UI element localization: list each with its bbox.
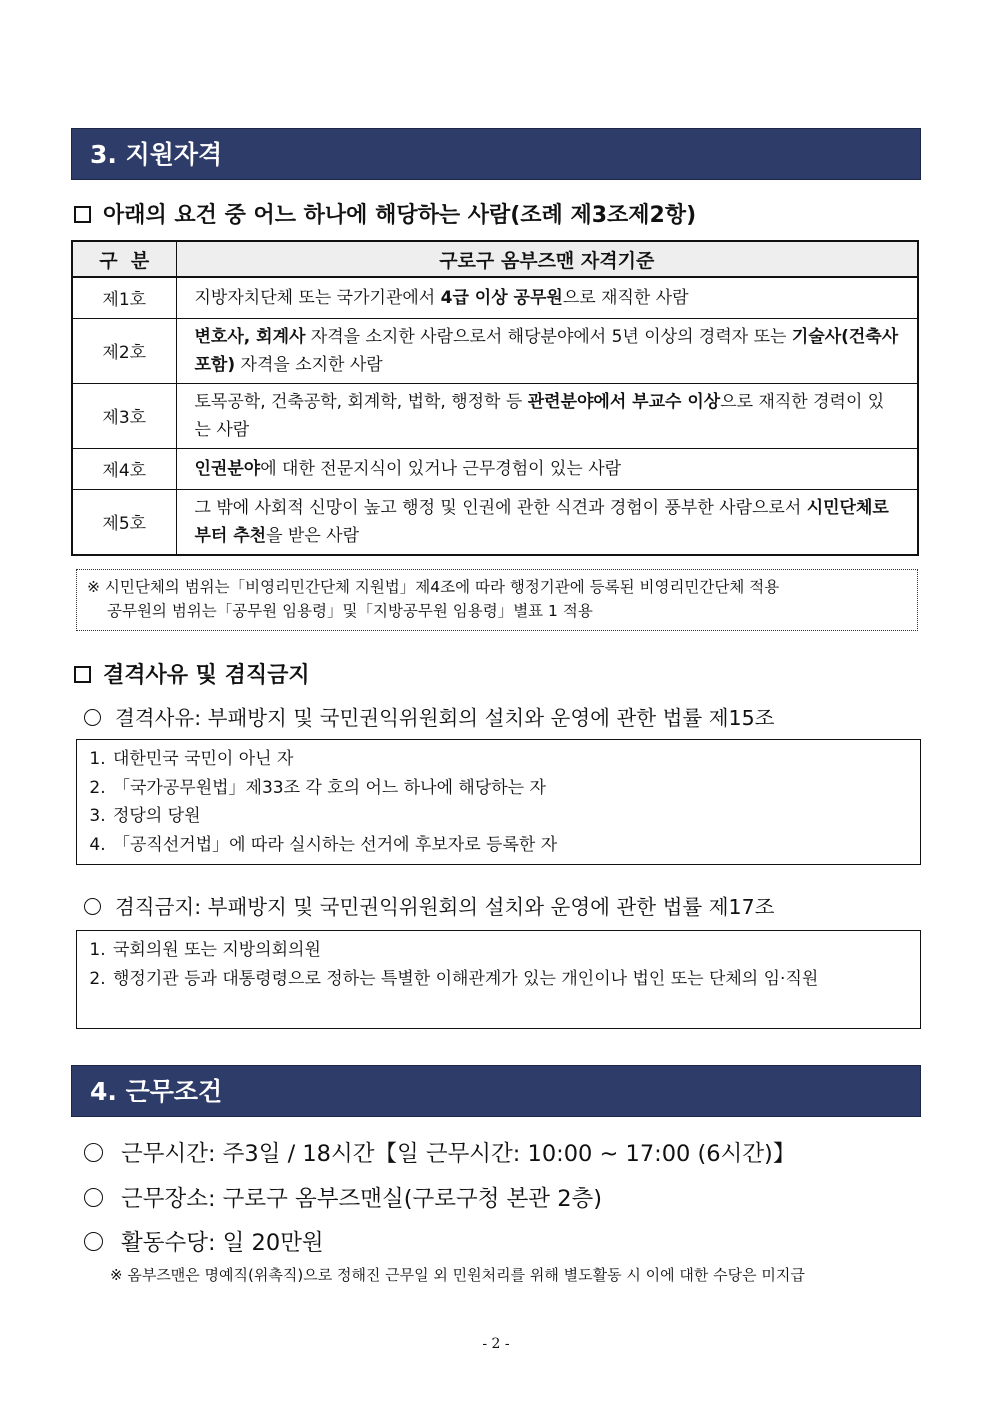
row-criteria bbox=[176, 318, 918, 383]
note-line-2: 공무원의 범위는「공무원 임용령」및「지방공무원 임용령」별표 1 적용 bbox=[107, 602, 593, 620]
criteria-text: 자격을 소지한 사람으로서 해당분야에서 5년 이상의 경력자 또는 bbox=[305, 326, 792, 347]
criteria-text: 토목공학, 건축공학, 회계학, 법학, 행정학 등 bbox=[194, 391, 528, 412]
criteria-text: 그 밖에 사회적 신망이 높고 행정 및 인권에 관한 식견과 경험이 풍부한 사람으로서 bbox=[194, 497, 807, 518]
dual-office-subheading bbox=[84, 890, 774, 920]
qualification-note bbox=[76, 569, 918, 631]
row-number: 제5호 bbox=[72, 489, 176, 555]
criteria-text: 으로 재직한 사람 bbox=[562, 287, 689, 308]
circle-bullet-icon bbox=[84, 1188, 103, 1207]
row-criteria bbox=[176, 448, 918, 489]
table-row bbox=[72, 318, 918, 383]
circle-bullet-icon bbox=[84, 709, 101, 726]
qualification-table bbox=[71, 240, 919, 556]
row-criteria bbox=[176, 277, 918, 318]
disqualification-heading bbox=[74, 658, 310, 689]
disqualification-list-box bbox=[76, 739, 921, 865]
circle-bullet-icon bbox=[84, 1232, 103, 1251]
dual-office-list bbox=[93, 936, 904, 993]
circle-bullet-icon bbox=[84, 898, 101, 915]
allowance-text: 활동수당: 일 20만원 bbox=[121, 1230, 324, 1256]
row-number: 제4호 bbox=[72, 448, 176, 489]
criteria-emphasis: 인권분야 bbox=[194, 458, 261, 479]
criteria-emphasis: 변호사, 회계사 bbox=[194, 326, 306, 347]
table-header-category: 구 분 bbox=[72, 241, 176, 277]
row-number: 제1호 bbox=[72, 277, 176, 318]
dual-office-list-box bbox=[76, 930, 921, 1029]
disqualification-item: 1. 대한민국 국민이 아닌 자 bbox=[111, 745, 904, 774]
allowance bbox=[84, 1225, 324, 1257]
table-row bbox=[72, 277, 918, 318]
table-row bbox=[72, 383, 918, 448]
row-criteria bbox=[176, 489, 918, 555]
table-row bbox=[72, 448, 918, 489]
section-4-banner bbox=[71, 1065, 921, 1117]
criteria-emphasis: 4급 이상 공무원 bbox=[440, 287, 563, 308]
criteria-text: 지방자치단체 또는 국가기관에서 bbox=[194, 287, 441, 308]
section-3-title: 3. 지원자격 bbox=[90, 140, 223, 169]
qualification-heading bbox=[74, 198, 696, 229]
work-place bbox=[84, 1181, 602, 1213]
work-place-text: 근무장소: 구로구 옴부즈맨실(구로구청 본관 2층) bbox=[121, 1186, 603, 1212]
disqualification-item: 2. 「국가공무원법」제33조 각 호의 어느 하나에 해당하는 자 bbox=[111, 774, 904, 803]
table-header-criteria: 구로구 옴부즈맨 자격기준 bbox=[176, 241, 918, 277]
section-3-banner bbox=[71, 128, 921, 180]
criteria-text: 에 대한 전문지식이 있거나 근무경험이 있는 사람 bbox=[260, 458, 622, 479]
disqualification-subheading bbox=[84, 701, 774, 731]
qualification-heading-text: 아래의 요건 중 어느 하나에 해당하는 사람(조례 제3조제2항) bbox=[103, 203, 697, 228]
dual-office-title: 겸직금지: 부패방지 및 국민권익위원회의 설치와 운영에 관한 법률 제17조 bbox=[115, 895, 775, 919]
section-4-title: 4. 근무조건 bbox=[90, 1077, 223, 1106]
disqualification-heading-text: 결격사유 및 겸직금지 bbox=[103, 663, 310, 688]
dual-office-item: 2. 행정기관 등과 대통령령으로 정하는 특별한 이해관계가 있는 개인이나 법인 또는 단체의 임·직원 bbox=[111, 965, 904, 994]
disqualification-list bbox=[93, 745, 904, 859]
disqualification-item: 4. 「공직선거법」에 따라 실시하는 선거에 후보자로 등록한 자 bbox=[111, 831, 904, 860]
row-number: 제3호 bbox=[72, 383, 176, 448]
criteria-emphasis: 관련분야에서 부교수 이상 bbox=[527, 391, 721, 412]
disqualification-title: 결격사유: 부패방지 및 국민권익위원회의 설치와 운영에 관한 법률 제15조 bbox=[115, 706, 775, 730]
circle-bullet-icon bbox=[84, 1143, 103, 1162]
square-bullet-icon bbox=[74, 206, 91, 223]
note-line-1: ※ 시민단체의 범위는「비영리민간단체 지원법」제4조에 따라 행정기관에 등록된 비영리민간단체 적용 bbox=[87, 578, 780, 596]
square-bullet-icon bbox=[74, 666, 91, 683]
work-hours bbox=[84, 1136, 795, 1168]
criteria-emphasis: 기술사(건축사 포함) bbox=[194, 326, 899, 375]
criteria-emphasis: 시민단체로부터 추천 bbox=[194, 497, 889, 546]
criteria-text: 자격을 소지한 사람 bbox=[235, 354, 383, 375]
disqualification-item: 3. 정당의 당원 bbox=[111, 802, 904, 831]
table-row bbox=[72, 489, 918, 555]
row-number: 제2호 bbox=[72, 318, 176, 383]
allowance-note: ※ 옴부즈맨은 명예직(위촉직)으로 정해진 근무일 외 민원처리를 위해 별도활동 시 이에 대한 수당은 미지급 bbox=[110, 1266, 805, 1284]
page-number: - 2 - bbox=[482, 1336, 510, 1352]
criteria-text: 으로 재직한 경력이 있는 사람 bbox=[194, 391, 885, 440]
dual-office-item: 1. 국회의원 또는 지방의회의원 bbox=[111, 936, 904, 965]
criteria-text: 을 받은 사람 bbox=[266, 525, 360, 546]
row-criteria bbox=[176, 383, 918, 448]
work-hours-text: 근무시간: 주3일 / 18시간【일 근무시간: 10:00 ~ 17:00 (6시간)】 bbox=[121, 1141, 796, 1167]
